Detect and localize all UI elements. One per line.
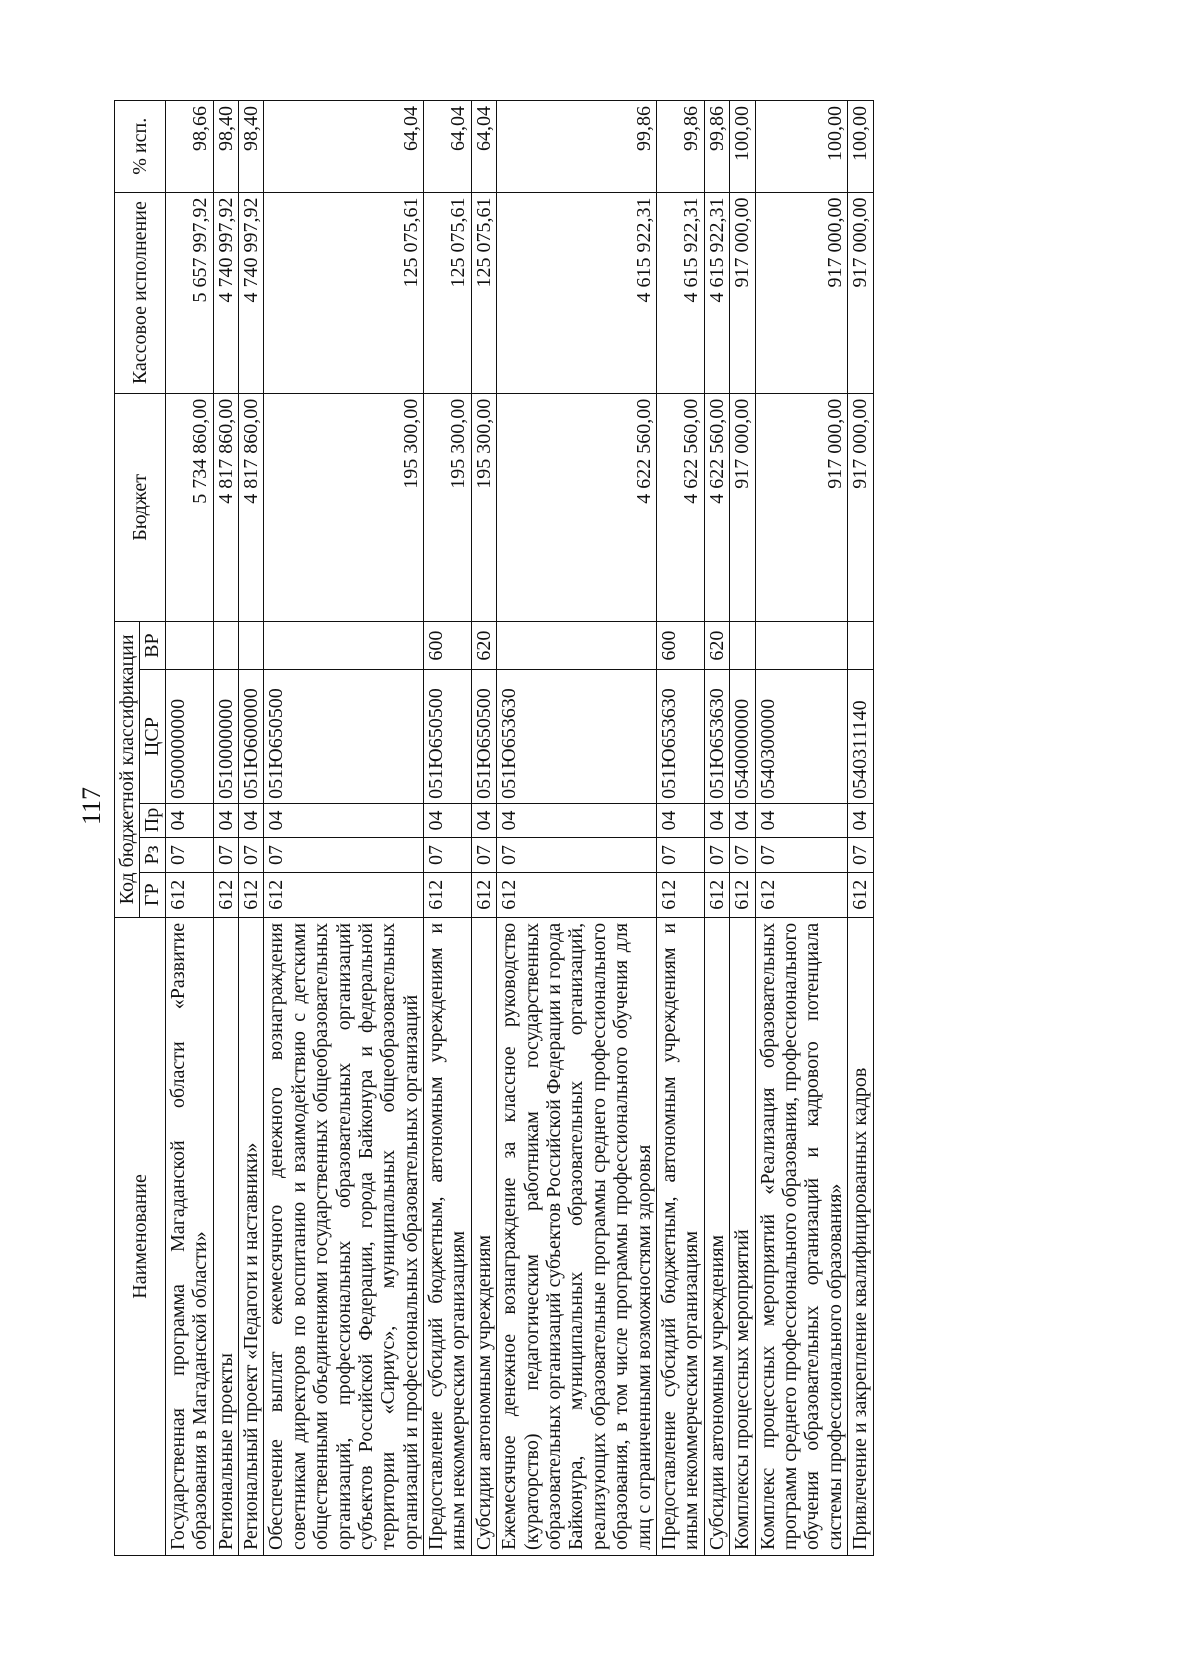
- row-rz: 07: [165, 838, 213, 872]
- row-gr: 612: [704, 872, 729, 917]
- row-pct: 99,86: [497, 101, 657, 193]
- row-csr: 051Ю650500: [471, 670, 496, 803]
- row-pr: 04: [264, 803, 424, 837]
- row-vr: 600: [656, 621, 704, 669]
- header-cash: Кассовое исполнение: [115, 192, 166, 393]
- row-vr: 620: [471, 621, 496, 669]
- row-pr: 04: [238, 803, 263, 837]
- row-name: Субсидии автономным учреждениям: [471, 917, 496, 1555]
- row-name: Региональный проект «Педагоги и наставники»: [238, 917, 263, 1555]
- table-row: [165, 101, 213, 1556]
- table-row: [424, 101, 472, 1556]
- row-rz: 07: [238, 838, 263, 872]
- row-budget: 195 300,00: [471, 393, 496, 621]
- row-pr: 04: [497, 803, 657, 837]
- row-cash: 4 615 922,31: [704, 192, 729, 393]
- row-budget: 195 300,00: [264, 393, 424, 621]
- table-row: [656, 101, 704, 1556]
- row-rz: 07: [213, 838, 238, 872]
- row-cash: 4 740 997,92: [213, 192, 238, 393]
- row-vr: [264, 621, 424, 669]
- row-cash: 917 000,00: [730, 192, 755, 393]
- row-name: Государственная программа Магаданской области «Развитие образования в Магаданской области»: [165, 917, 213, 1555]
- row-name: Предоставление субсидий бюджетным, автономным учреждениям и иным некоммерческим организациям: [424, 917, 472, 1555]
- row-pct: 98,40: [238, 101, 263, 193]
- row-gr: 612: [730, 872, 755, 917]
- table-row: [264, 101, 424, 1556]
- row-rz: 07: [264, 838, 424, 872]
- row-pr: 04: [656, 803, 704, 837]
- row-cash: 917 000,00: [755, 192, 848, 393]
- row-name: Региональные проекты: [213, 917, 238, 1555]
- row-name: Комплексы процессных мероприятий: [730, 917, 755, 1555]
- row-vr: 600: [424, 621, 472, 669]
- row-budget: 5 734 860,00: [165, 393, 213, 621]
- row-vr: [165, 621, 213, 669]
- row-rz: 07: [656, 838, 704, 872]
- row-rz: 07: [704, 838, 729, 872]
- row-gr: 612: [471, 872, 496, 917]
- row-vr: [755, 621, 848, 669]
- row-name: Субсидии автономным учреждениям: [704, 917, 729, 1555]
- header-gr: ГР: [140, 872, 165, 917]
- row-vr: [213, 621, 238, 669]
- row-gr: 612: [497, 872, 657, 917]
- header-code-group: Код бюджетной классификации: [115, 621, 140, 917]
- row-gr: 612: [165, 872, 213, 917]
- row-budget: 917 000,00: [848, 393, 873, 621]
- page-number: 117: [77, 786, 106, 826]
- row-budget: 4 817 860,00: [238, 393, 263, 621]
- row-csr: 051Ю600000: [238, 670, 263, 803]
- row-pct: 98,40: [213, 101, 238, 193]
- row-name: Предоставление субсидий бюджетным, автономным учреждениям и иным некоммерческим организациям: [656, 917, 704, 1555]
- row-cash: 125 075,61: [424, 192, 472, 393]
- table-row: [238, 101, 263, 1556]
- table-row: [848, 101, 873, 1556]
- row-cash: 4 740 997,92: [238, 192, 263, 393]
- row-pct: 64,04: [471, 101, 496, 193]
- row-pr: 04: [213, 803, 238, 837]
- row-cash: 4 615 922,31: [497, 192, 657, 393]
- header-row-1: [115, 101, 140, 1556]
- row-csr: 051Ю653630: [656, 670, 704, 803]
- row-pr: 04: [704, 803, 729, 837]
- row-budget: 917 000,00: [730, 393, 755, 621]
- row-vr: [848, 621, 873, 669]
- table-row: [755, 101, 848, 1556]
- row-cash: 917 000,00: [848, 192, 873, 393]
- row-pct: 100,00: [755, 101, 848, 193]
- row-cash: 5 657 997,92: [165, 192, 213, 393]
- row-pr: 04: [424, 803, 472, 837]
- row-csr: 0510000000: [213, 670, 238, 803]
- row-pct: 99,86: [656, 101, 704, 193]
- row-vr: 620: [704, 621, 729, 669]
- header-csr: ЦСР: [140, 670, 165, 803]
- row-vr: [238, 621, 263, 669]
- row-pr: 04: [755, 803, 848, 837]
- row-csr: 051Ю653630: [497, 670, 657, 803]
- row-rz: 07: [471, 838, 496, 872]
- row-rz: 07: [848, 838, 873, 872]
- row-pct: 64,04: [424, 101, 472, 193]
- row-pr: 04: [471, 803, 496, 837]
- row-rz: 07: [730, 838, 755, 872]
- row-gr: 612: [424, 872, 472, 917]
- row-gr: 612: [238, 872, 263, 917]
- header-vr: ВР: [140, 621, 165, 669]
- header-pr: Пр: [140, 803, 165, 837]
- row-pr: 04: [165, 803, 213, 837]
- row-name: Привлечение и закрепление квалифицированных кадров: [848, 917, 873, 1555]
- row-name: Ежемесячное денежное вознаграждение за классное руководство (кураторство) педагогическим работникам государственных образовательных организаций субъектов Российской Федерации и города Байконура, муниципальных образовательных организаций, реализующих образовательные программы среднего профессионального образования, в том числе программы профессионального обучения для лиц с ограниченными возможностями здоровья: [497, 917, 657, 1555]
- table-row: [471, 101, 496, 1556]
- header-rz: Рз: [140, 838, 165, 872]
- row-budget: 4 622 560,00: [704, 393, 729, 621]
- table-row: [213, 101, 238, 1556]
- budget-execution-table: [114, 100, 874, 1556]
- row-vr: [730, 621, 755, 669]
- row-name: Обеспечение выплат ежемесячного денежного вознаграждения советникам директоров по воспитанию и взаимодействию с детскими общественными объединениями государственных общеобразовательных организаций, профессиональных образовательных организаций субъектов Российской Федерации, города Байконура и федеральной территории «Сириус», муниципальных общеобразовательных организаций и профессиональных образовательных организаций: [264, 917, 424, 1555]
- row-csr: 0540000000: [730, 670, 755, 803]
- row-cash: 125 075,61: [471, 192, 496, 393]
- row-pr: 04: [730, 803, 755, 837]
- row-gr: 612: [264, 872, 424, 917]
- row-budget: 4 817 860,00: [213, 393, 238, 621]
- row-rz: 07: [755, 838, 848, 872]
- row-gr: 612: [213, 872, 238, 917]
- header-name: Наименование: [115, 917, 166, 1555]
- row-cash: 4 615 922,31: [656, 192, 704, 393]
- row-csr: 051Ю650500: [264, 670, 424, 803]
- row-pct: 100,00: [848, 101, 873, 193]
- row-name: Комплекс процессных мероприятий «Реализация образовательных программ среднего профессионального образования, профессионального обучения образовательных организаций и кадрового потенциала системы профессионального образования»: [755, 917, 848, 1555]
- row-gr: 612: [848, 872, 873, 917]
- row-budget: 195 300,00: [424, 393, 472, 621]
- row-rz: 07: [497, 838, 657, 872]
- row-csr: 051Ю653630: [704, 670, 729, 803]
- row-pct: 99,86: [704, 101, 729, 193]
- row-csr: 0500000000: [165, 670, 213, 803]
- row-rz: 07: [424, 838, 472, 872]
- table-row: [497, 101, 657, 1556]
- row-pr: 04: [848, 803, 873, 837]
- row-vr: [497, 621, 657, 669]
- table-row: [704, 101, 729, 1556]
- row-pct: 100,00: [730, 101, 755, 193]
- row-pct: 64,04: [264, 101, 424, 193]
- row-csr: 051Ю650500: [424, 670, 472, 803]
- row-csr: 0540311140: [848, 670, 873, 803]
- rotated-page-content: [114, 100, 1092, 1556]
- row-budget: 917 000,00: [755, 393, 848, 621]
- row-gr: 612: [755, 872, 848, 917]
- row-gr: 612: [656, 872, 704, 917]
- row-cash: 125 075,61: [264, 192, 424, 393]
- row-budget: 4 622 560,00: [656, 393, 704, 621]
- row-pct: 98,66: [165, 101, 213, 193]
- table-row: [730, 101, 755, 1556]
- header-budget: Бюджет: [115, 393, 166, 621]
- header-pct: % исп.: [115, 101, 166, 193]
- row-budget: 4 622 560,00: [497, 393, 657, 621]
- row-csr: 0540300000: [755, 670, 848, 803]
